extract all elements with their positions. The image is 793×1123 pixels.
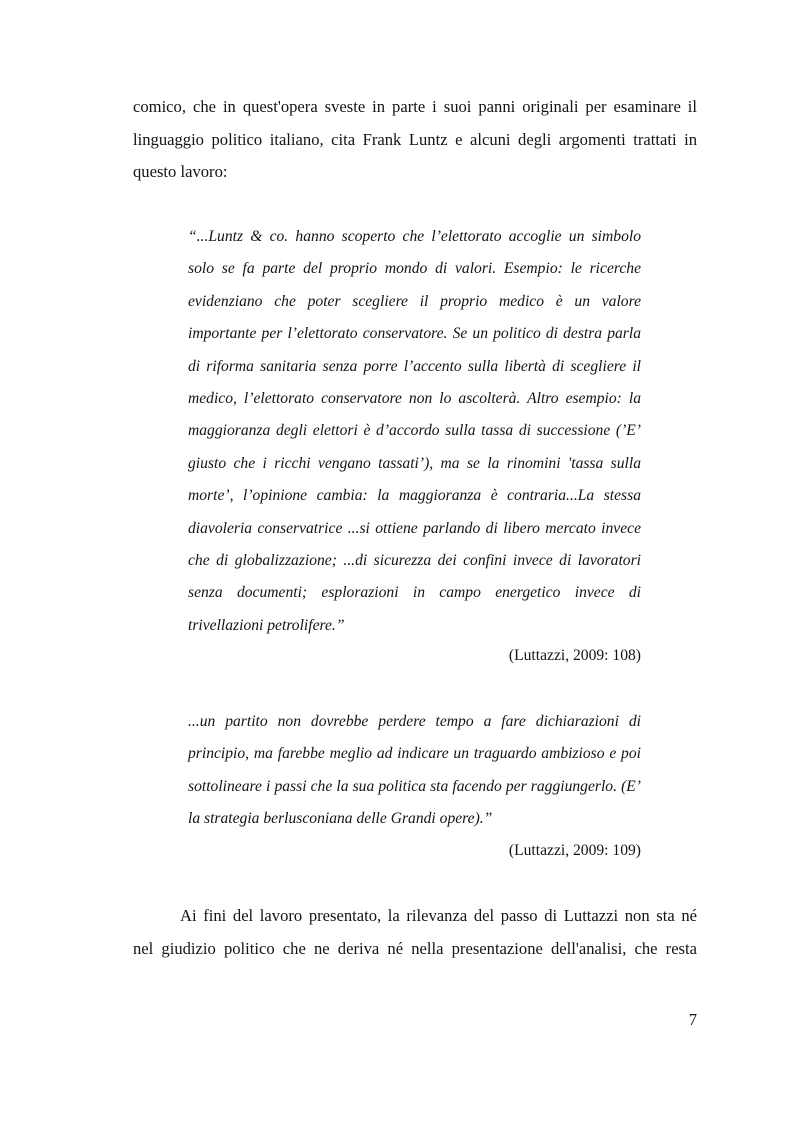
quote-1-line: morte’, l’opinione cambia: la maggioranza è contraria...La stessa	[188, 487, 641, 505]
quote-2-line: principio, ma farebbe meglio ad indicare un traguardo ambizioso e poi	[188, 745, 641, 763]
quote-1-line: evidenziano che poter scegliere il proprio medico è un valore	[188, 292, 641, 310]
quote-2-line: la strategia berlusconiana delle Grandi opere).”	[188, 810, 493, 828]
intro-line-3: questo lavoro:	[133, 162, 228, 181]
quote-1-line: medico, l’elettorato conservatore non lo ascolterà. Altro esempio: la	[188, 390, 641, 408]
quote-2-line: sottolineare i passi che la sua politica sta facendo per raggiungerlo. (E’	[188, 777, 641, 795]
quote-1-line: diavoleria conservatrice ...si ottiene parlando di libero mercato invece	[188, 519, 641, 537]
block-quote-2	[188, 706, 641, 836]
block-quote-1	[188, 221, 641, 642]
quote-1-line: “...Luntz & co. hanno scoperto che l’elettorato accoglie un simbolo	[188, 228, 641, 245]
quote-1-line: solo se fa parte del proprio mondo di valori. Esempio: le ricerche	[188, 260, 641, 278]
page-number: 7	[688, 1010, 697, 1029]
quote-1-line: senza documenti; esplorazioni in campo energetico invece di	[188, 584, 641, 602]
intro-line-1: comico, che in quest'opera sveste in parte i suoi panni originali per esaminare il	[133, 97, 697, 116]
closing-line-1: Ai fini del lavoro presentato, la rilevanza del passo di Luttazzi non sta né	[180, 906, 697, 925]
quote-1-line: che di globalizzazione; ...di sicurezza dei confini invece di lavoratori	[188, 552, 641, 570]
citation-1: (Luttazzi, 2009: 108)	[508, 647, 641, 664]
quote-1-line: importante per l’elettorato conservatore. Se un politico di destra parla	[188, 325, 641, 343]
quote-1-line: trivellazioni petrolifere.”	[188, 616, 345, 634]
closing-line-2: nel giudizio politico che ne deriva né nella presentazione dell'analisi, che resta	[133, 938, 697, 958]
intro-paragraph	[133, 91, 697, 189]
quote-1-line: giusto che i ricchi vengano tassati’), ma se la rinomini 'tassa sulla	[188, 454, 641, 472]
closing-paragraph	[133, 900, 697, 965]
intro-line-2: linguaggio politico italiano, cita Frank Luntz e alcuni degli argomenti trattati in	[133, 129, 697, 149]
quote-1-line: di riforma sanitaria senza porre l’accento sulla libertà di scegliere il	[188, 357, 641, 375]
quote-2-line: ...un partito non dovrebbe perdere tempo a fare dichiarazioni di	[188, 713, 641, 730]
quote-1-line: maggioranza degli elettori è d’accordo sulla tassa di successione (’E’	[188, 422, 641, 440]
citation-2: (Luttazzi, 2009: 109)	[508, 842, 641, 859]
